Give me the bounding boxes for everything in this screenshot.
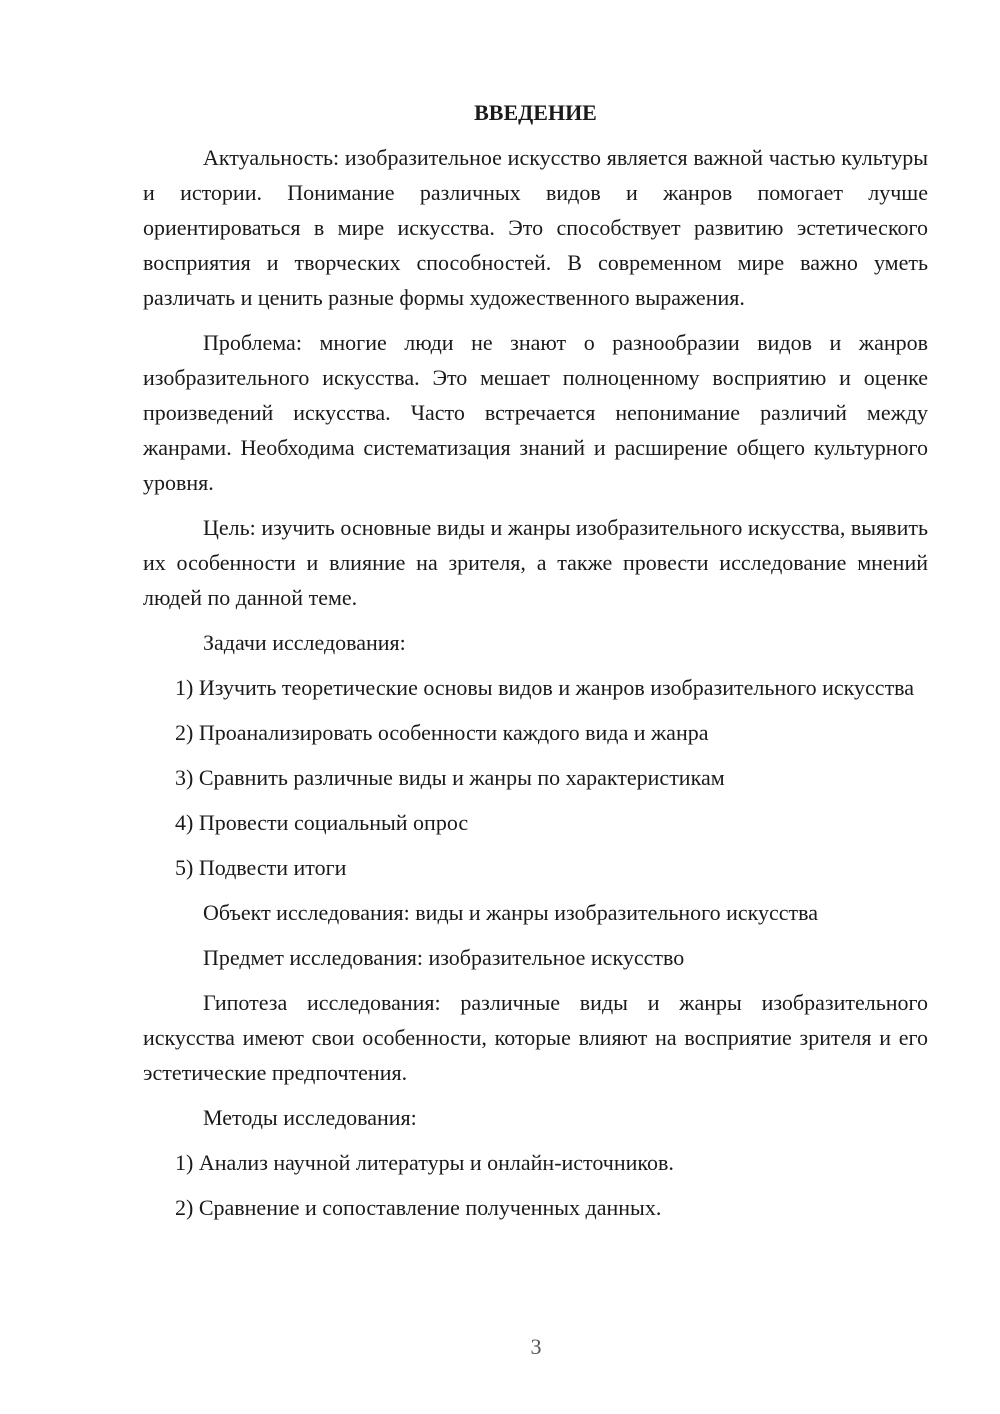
task-item: 5) Подвести итоги: [175, 855, 347, 880]
method-item: 1) Анализ научной литературы и онлайн-источников.: [175, 1150, 674, 1175]
page-title: ВВЕДЕНИЕ: [474, 100, 597, 125]
method-item: 2) Сравнение и сопоставление полученных данных.: [175, 1195, 662, 1220]
research-subject: Предмет исследования: изобразительное искусство: [203, 945, 685, 970]
methods-heading: Методы исследования:: [203, 1105, 417, 1130]
tasks-heading: Задачи исследования:: [203, 630, 406, 655]
task-item: 1) Изучить теоретические основы видов и жанров изобразительного искусства: [175, 675, 915, 700]
page-content: [143, 95, 928, 1235]
page-number: 3: [530, 1334, 542, 1359]
task-item: 4) Провести социальный опрос: [175, 810, 469, 835]
task-item: 3) Сравнить различные виды и жанры по характеристикам: [175, 765, 725, 790]
task-item: 2) Проанализировать особенности каждого вида и жанра: [175, 720, 709, 745]
research-object: Объект исследования: виды и жанры изобразительного искусства: [203, 900, 819, 925]
goal-paragraph: Цель: изучить основные виды и жанры изобразительного искусства, выявить их особенности и влияние на зрителя, а также провести исследование мнений людей по данной теме.: [143, 515, 928, 610]
hypothesis-paragraph: Гипотеза исследования: различные виды и жанры изобразительного искусства имеют свои особенности, которые влияют на восприятие зрителя и его эстетические предпочтения.: [143, 990, 928, 1085]
problem-paragraph: Проблема: многие люди не знают о разнообразии видов и жанров изобразительного искусства. Это мешает полноценному восприятию и оценке произведений искусства. Часто встречается непонимание различий между жанрами. Необходима систематизация знаний и расширение общего культурного уровня.: [143, 330, 928, 495]
relevance-paragraph: Актуальность: изобразительное искусство является важной частью культуры и истории. Понимание различных видов и жанров помогает лучше ориентироваться в мире искусства. Это способствует развитию эстетического восприятия и творческих способностей. В современном мире важно уметь различать и ценить разные формы художественного выражения.: [143, 145, 928, 310]
